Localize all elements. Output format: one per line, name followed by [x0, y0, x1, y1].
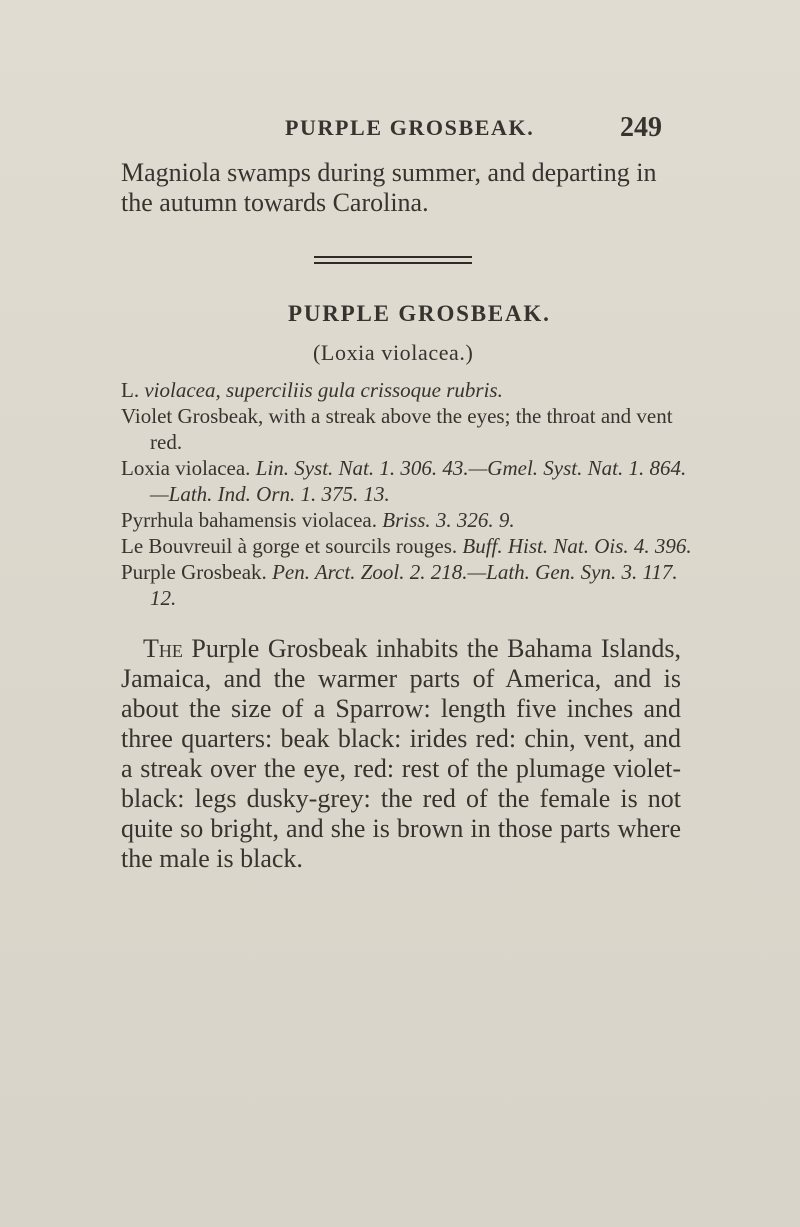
synonym-name: L. [121, 378, 140, 402]
synonym-name: Le Bouvreuil à gorge et sourcils rouges. [121, 534, 458, 558]
running-head [0, 112, 800, 145]
description-text: Purple Grosbeak inhabits the Bahama Islands, Jamaica, and the warmer parts of America, and is about the size of a Sparrow: length five inches and three quarters: beak black: irides red: chin, vent, and a streak over the eye, red: rest of the plumage violet-black: legs dusky-grey: the red of the female is not quite so bright, and she is brown in those parts where the male is black. [121, 634, 682, 873]
synonym-reference: violacea, superciliis gula crissoque rubris. [144, 378, 503, 402]
synonym-name: Violet Grosbeak, with a streak above the eyes; the throat and vent red. [121, 404, 673, 454]
synonymy-list [121, 377, 701, 611]
synonym-entry [121, 533, 701, 559]
synonym-entry [121, 377, 701, 403]
synonym-reference: Pen. Arct. Zool. 2. 218.—Lath. Gen. Syn. 3. 117. 12. [150, 560, 678, 610]
synonym-reference: Briss. 3. 326. 9. [382, 508, 515, 532]
synonym-entry [121, 403, 701, 455]
section-divider-bottom [314, 262, 472, 264]
description-paragraph [121, 634, 681, 874]
species-heading: PURPLE GROSBEAK. [288, 301, 551, 326]
synonym-name: Pyrrhula bahamensis violacea. [121, 508, 377, 532]
synonym-entry [121, 559, 701, 611]
synonym-reference: Buff. Hist. Nat. Ois. 4. 396. [462, 534, 692, 558]
lead-paragraph: Magniola swamps during summer, and departing in the autumn towards Carolina. [121, 158, 657, 217]
section-divider-top [314, 256, 472, 258]
page-number: 249 [620, 112, 662, 143]
description-lead-word: The [143, 634, 183, 663]
running-title: PURPLE GROSBEAK. [285, 115, 535, 140]
synonym-entry [121, 507, 701, 533]
species-latin-name: (Loxia violacea.) [313, 340, 474, 365]
synonym-entry [121, 455, 701, 507]
synonym-name: Purple Grosbeak. [121, 560, 267, 584]
synonym-name: Loxia violacea. [121, 456, 251, 480]
synonym-reference: Lin. Syst. Nat. 1. 306. 43.—Gmel. Syst. Nat. 1. 864.—Lath. Ind. Orn. 1. 375. 13. [150, 456, 687, 506]
